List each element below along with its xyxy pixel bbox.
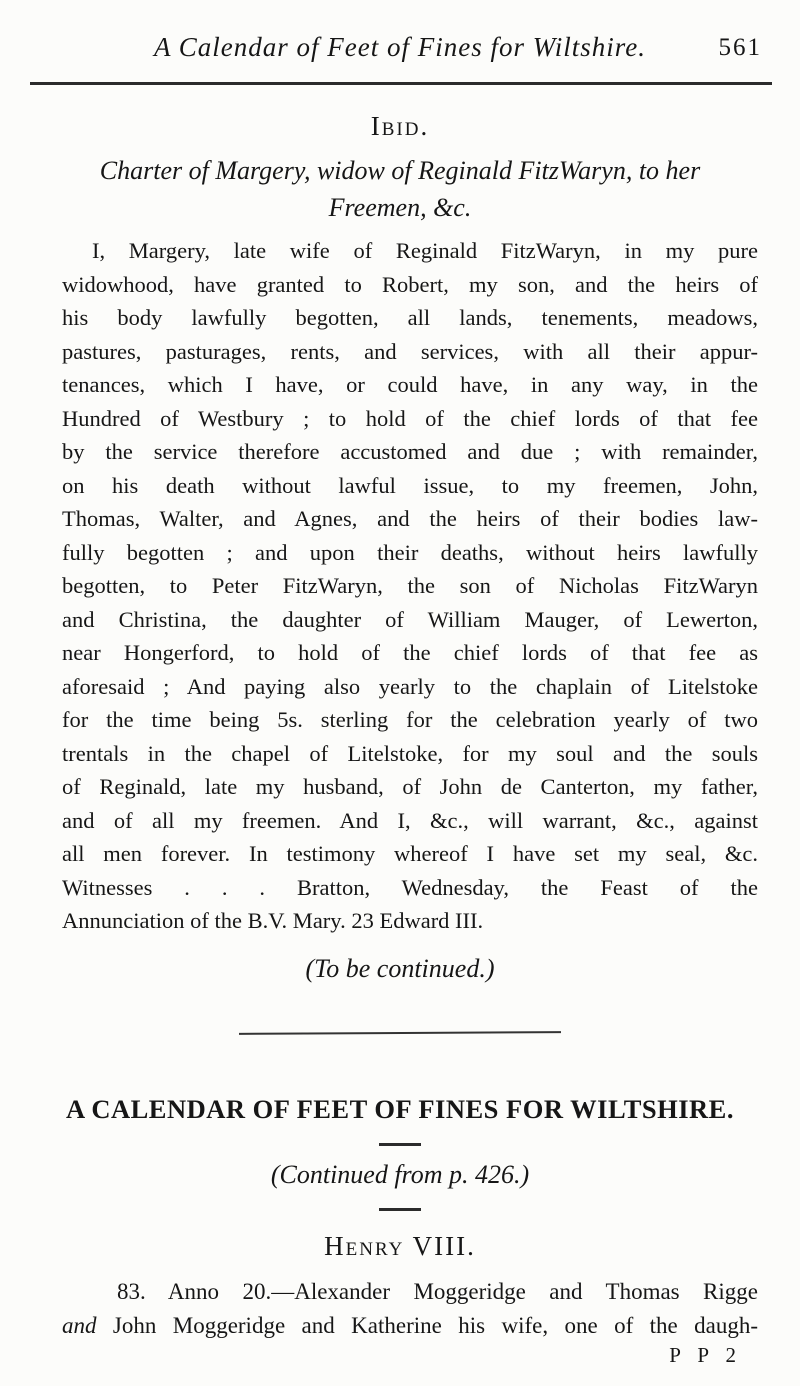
entry-line-2-italic-word: and <box>62 1312 97 1338</box>
section-divider-rule <box>239 1031 561 1035</box>
charter-heading <box>0 152 800 226</box>
running-head <box>0 32 800 66</box>
page-number: 561 <box>718 34 762 61</box>
body-line: and Christina, the daughter of William Mauger, of Lewerton, <box>62 606 758 632</box>
body-line: for the time being 5s. sterling for the celebration yearly of two <box>62 707 758 732</box>
charter-heading-line-1: Charter of Margery, widow of Reginald FitzWaryn, to her <box>99 156 701 185</box>
charter-heading-line-2: Freemen, &c. <box>328 193 472 222</box>
ibid-heading: Ibid. <box>370 111 430 141</box>
charter-body-paragraph <box>62 234 758 938</box>
running-head-title: A Calendar of Feet of Fines for Wiltshire. <box>154 32 646 62</box>
continued-from-note: (Continued from p. 426.) <box>270 1159 530 1189</box>
section-title: A CALENDAR OF FEET OF FINES FOR WILTSHIRE. <box>66 1093 734 1124</box>
body-line: trentals in the chapel of Litelstoke, for my soul and the souls <box>62 740 758 766</box>
body-line: Annunciation of the B.V. Mary. 23 Edward III. <box>62 908 484 933</box>
body-line: pastures, pasturages, rents, and services, with all their appur- <box>62 338 758 364</box>
body-line: Hundred of Westbury ; to hold of the chief lords of that fee <box>62 405 758 431</box>
body-line: begotten, to Peter FitzWaryn, the son of Nicholas FitzWaryn <box>62 573 758 598</box>
body-line: of Reginald, late my husband, of John de Canterton, my father, <box>62 774 758 799</box>
entry-83 <box>62 1275 758 1343</box>
body-line: near Hongerford, to hold of the chief lords of that fee as <box>62 640 758 665</box>
to-be-continued-note: (To be continued.) <box>305 953 495 983</box>
entry-line-2-rest: John Moggeridge and Katherine his wife, one of the daugh- <box>96 1312 758 1338</box>
body-line: fully begotten ; and upon their deaths, without heirs lawfully <box>62 539 758 565</box>
body-line: on his death without lawful issue, to my freemen, John, <box>62 472 758 498</box>
body-line: I, Margery, late wife of Reginald FitzWaryn, in my pure <box>92 238 758 263</box>
dash-rule-bottom <box>379 1208 421 1211</box>
body-line: by the service therefore accustomed and due ; with remainder, <box>62 439 758 464</box>
signature-mark: P P 2 <box>669 1342 742 1367</box>
body-line: Thomas, Walter, and Agnes, and the heirs of their bodies law- <box>62 506 758 531</box>
body-line: Witnesses . . . Bratton, Wednesday, the Feast of the <box>62 874 758 900</box>
entry-line-1: 83. Anno 20.—Alexander Moggeridge and Thomas Rigge <box>117 1278 758 1304</box>
dash-rule-top <box>379 1143 421 1146</box>
reign-heading: Henry VIII. <box>324 1230 476 1261</box>
entry-line-2 <box>62 1309 758 1343</box>
body-line: tenances, which I have, or could have, in any way, in the <box>62 372 758 397</box>
header-rule <box>30 82 772 85</box>
body-line: his body lawfully begotten, all lands, tenements, meadows, <box>62 305 758 330</box>
body-line: all men forever. In testimony whereof I have set my seal, &c. <box>62 841 758 866</box>
body-line: widowhood, have granted to Robert, my son, and the heirs of <box>62 271 758 297</box>
body-line: aforesaid ; And paying also yearly to the chaplain of Litelstoke <box>62 673 758 699</box>
body-line: and of all my freemen. And I, &c., will warrant, &c., against <box>62 807 758 833</box>
